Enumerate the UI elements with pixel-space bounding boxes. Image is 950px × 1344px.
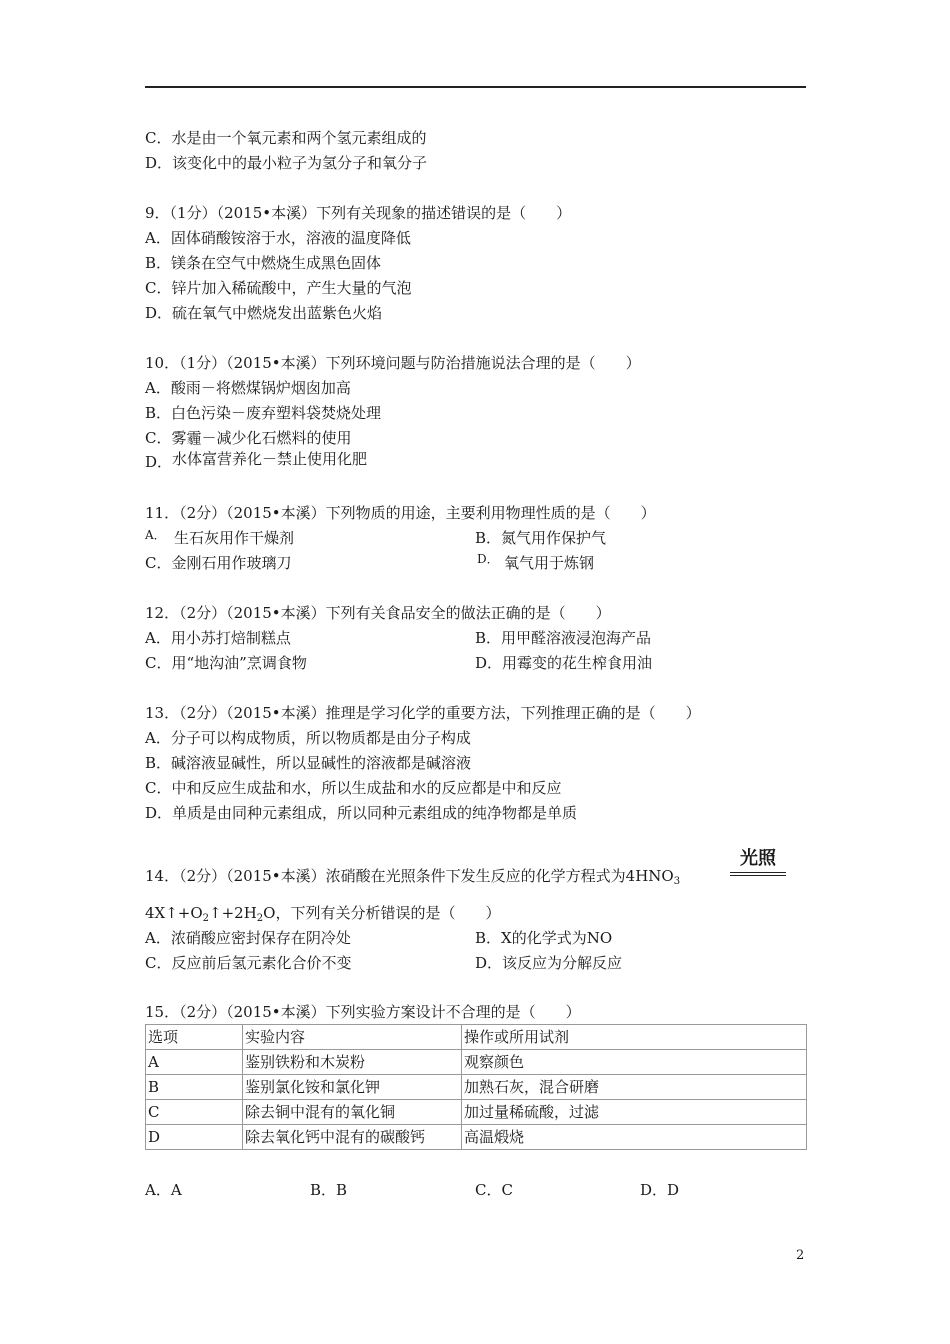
q11-stem: 11．（2分）（2015•本溪）下列物质的用途，主要利用物理性质的是（ ） — [145, 504, 656, 522]
q12-stem: 12．（2分）（2015•本溪）下列有关食品安全的做法正确的是（ ） — [145, 604, 611, 622]
table-cell: 鉴别铁粉和木炭粉 — [243, 1050, 462, 1075]
table-header-cell: 实验内容 — [243, 1025, 462, 1050]
q15-option-c: C．C — [475, 1181, 513, 1199]
table-cell: 加过量稀硫酸，过滤 — [462, 1100, 807, 1125]
q8-option-d: D．该变化中的最小粒子为氢分子和氧分子 — [145, 154, 428, 172]
table-cell: 高温煅烧 — [462, 1125, 807, 1150]
table-header-row — [146, 1025, 807, 1050]
q13-option-b: B．碱溶液显碱性，所以显碱性的溶液都是碱溶液 — [145, 754, 472, 772]
q15-option-a: A．A — [145, 1181, 182, 1199]
q10-option-a: A．酸雨－将燃煤锅炉烟囱加高 — [145, 379, 351, 397]
table-cell: 鉴别氯化铵和氯化钾 — [243, 1075, 462, 1100]
q13-option-a: A．分子可以构成物质，所以物质都是由分子构成 — [145, 729, 471, 747]
header-rule — [145, 86, 806, 88]
q14-stem: 14．（2分）（2015•本溪）浓硝酸在光照条件下发生反应的化学方程式为$4HNO_3$ — [145, 867, 681, 887]
q9-option-b: B．镁条在空气中燃烧生成黑色固体 — [145, 254, 382, 272]
table-row — [146, 1075, 807, 1100]
table-cell: B — [146, 1075, 243, 1100]
q12-option-d: D．用霉变的花生榨食用油 — [475, 654, 653, 672]
q14-option-a: A．浓硝酸应密封保存在阴冷处 — [145, 929, 351, 947]
q11-option-a-letter: A． — [145, 528, 166, 542]
table-cell: 除去氧化钙中混有的碳酸钙 — [243, 1125, 462, 1150]
q11-option-c: C．金刚石用作玻璃刀 — [145, 554, 292, 572]
q9-option-d: D．硫在氧气中燃烧发出蓝紫色火焰 — [145, 304, 383, 322]
q10-stem: 10．（1分）（2015•本溪）下列环境问题与防治措施说法合理的是（ ） — [145, 354, 641, 372]
table-cell: 除去铜中混有的氧化铜 — [243, 1100, 462, 1125]
q14-option-c: C．反应前后氢元素化合价不变 — [145, 954, 352, 972]
q14-equation-line2: $4X↑+O_2↑+2H_2O$，下列有关分析错误的是（ ） — [145, 904, 501, 924]
q9-option-c: C．锌片加入稀硫酸中，产生大量的气泡 — [145, 279, 412, 297]
page-number: 2 — [796, 1248, 805, 1263]
table-header-cell: 选项 — [146, 1025, 243, 1050]
table-row — [146, 1050, 807, 1075]
q14-option-b: B．X的化学式为NO — [475, 929, 613, 947]
q15-option-d: D．D — [640, 1181, 680, 1199]
table-cell: 观察颜色 — [462, 1050, 807, 1075]
table-row — [146, 1100, 807, 1125]
q11-option-b: B．氮气用作保护气 — [475, 529, 607, 547]
q12-option-a: A．用小苏打焙制糕点 — [145, 629, 291, 647]
q11-option-d-text: 氧气用于炼钢 — [504, 554, 595, 572]
reaction-condition-arrow — [730, 848, 786, 876]
table-header-cell: 操作或所用试剂 — [462, 1025, 807, 1050]
q15-option-b: B．B — [310, 1181, 348, 1199]
table-cell: 加熟石灰，混合研磨 — [462, 1075, 807, 1100]
table-cell: C — [146, 1100, 243, 1125]
q10-option-b: B．白色污染－废弃塑料袋焚烧处理 — [145, 404, 382, 422]
q13-option-d: D．单质是由同种元素组成，所以同种元素组成的纯净物都是单质 — [145, 804, 578, 822]
q11-option-a-text: 生石灰用作干燥剂 — [174, 529, 295, 547]
reaction-condition-label: 光照 — [740, 848, 776, 869]
q10-option-d-text: 水体富营养化－禁止使用化肥 — [172, 450, 368, 468]
q10-option-c: C．雾霾－减少化石燃料的使用 — [145, 429, 352, 447]
table-cell: D — [146, 1125, 243, 1150]
experiment-table — [145, 1024, 807, 1150]
q15-stem: 15．（2分）（2015•本溪）下列实验方案设计不合理的是（ ） — [145, 1003, 581, 1021]
q12-option-c: C．用“地沟油”烹调食物 — [145, 654, 307, 672]
q13-stem: 13．（2分）（2015•本溪）推理是学习化学的重要方法，下列推理正确的是（ ） — [145, 704, 701, 722]
q11-option-d-letter: D． — [477, 552, 499, 566]
table-row — [146, 1125, 807, 1150]
q10-option-d-letter: D． — [145, 453, 173, 471]
table-cell: A — [146, 1050, 243, 1075]
q8-option-c: C．水是由一个氧元素和两个氢元素组成的 — [145, 129, 427, 147]
q12-option-b: B．用甲醛溶液浸泡海产品 — [475, 629, 652, 647]
q9-stem: 9．（1分）（2015•本溪）下列有关现象的描述错误的是（ ） — [145, 204, 572, 222]
q14-option-d: D．该反应为分解反应 — [475, 954, 623, 972]
q13-option-c: C．中和反应生成盐和水，所以生成盐和水的反应都是中和反应 — [145, 779, 562, 797]
equals-sign — [730, 872, 786, 876]
q9-option-a: A．固体硝酸铵溶于水，溶液的温度降低 — [145, 229, 411, 247]
